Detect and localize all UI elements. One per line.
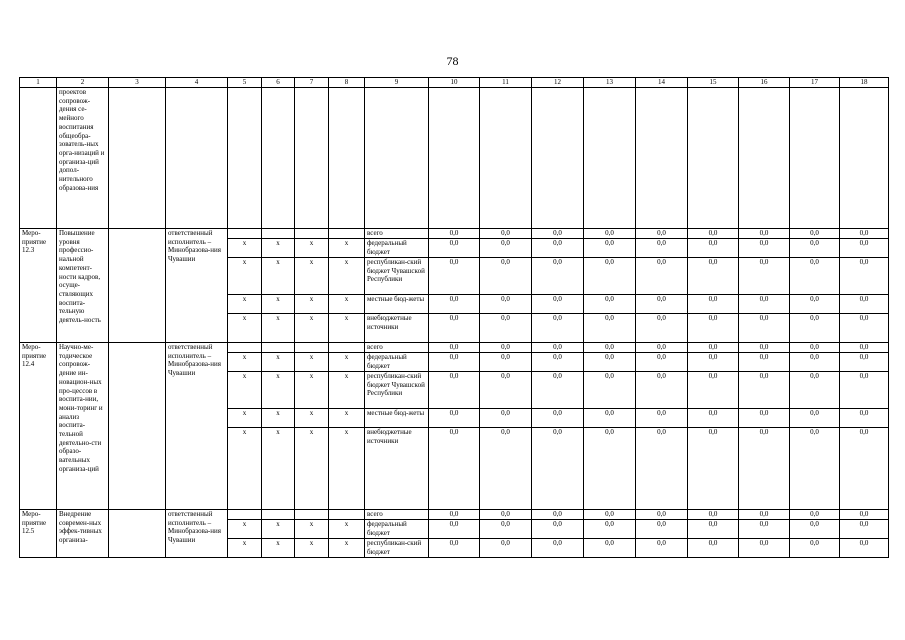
- funding-value: 0,0: [584, 428, 636, 510]
- budget-code: x: [262, 520, 295, 539]
- funding-value: 0,0: [739, 539, 790, 558]
- funding-value: 0,0: [739, 239, 790, 258]
- column-header: 9: [365, 78, 429, 88]
- cell-empty: [20, 88, 57, 229]
- funding-value: 0,0: [790, 239, 840, 258]
- funding-source: республикан-ский бюджет: [365, 539, 429, 558]
- funding-value: 0,0: [429, 539, 480, 558]
- funding-value: 0,0: [840, 520, 889, 539]
- funding-value: 0,0: [532, 258, 584, 295]
- budget-code: x: [295, 353, 329, 372]
- funding-source: республикан-ский бюджет Чувашской Республики: [365, 258, 429, 295]
- funding-value: 0,0: [688, 239, 739, 258]
- funding-source: внебюджетные источники: [365, 428, 429, 510]
- budget-code: x: [329, 239, 365, 258]
- funding-value: 0,0: [739, 314, 790, 343]
- funding-value: 0,0: [532, 353, 584, 372]
- funding-value: 0,0: [739, 428, 790, 510]
- funding-value: 0,0: [688, 295, 739, 314]
- activity-id: Меро-приятие 12.3: [20, 229, 57, 343]
- funding-value: 0,0: [739, 229, 790, 239]
- funding-value: 0,0: [480, 229, 532, 239]
- budget-code: x: [295, 295, 329, 314]
- table-row: [20, 510, 889, 520]
- funding-value: 0,0: [532, 239, 584, 258]
- budget-code: x: [262, 239, 295, 258]
- column-header: 8: [329, 78, 365, 88]
- funding-value: 0,0: [636, 229, 688, 239]
- funding-value: 0,0: [688, 510, 739, 520]
- budget-code: [228, 229, 262, 239]
- funding-value: 0,0: [840, 343, 889, 353]
- funding-value: 0,0: [429, 510, 480, 520]
- column-header: 11: [480, 78, 532, 88]
- budget-code: [329, 229, 365, 239]
- cell-empty: [532, 88, 584, 229]
- budget-code: x: [329, 372, 365, 409]
- cell-empty: [109, 88, 166, 229]
- budget-code: [228, 510, 262, 520]
- funding-value: 0,0: [636, 409, 688, 428]
- column-header: 7: [295, 78, 329, 88]
- budget-code: x: [262, 428, 295, 510]
- budget-code: x: [329, 295, 365, 314]
- budget-code: x: [262, 539, 295, 558]
- funding-value: 0,0: [480, 428, 532, 510]
- funding-value: 0,0: [636, 372, 688, 409]
- column-header: 15: [688, 78, 739, 88]
- column-header: 6: [262, 78, 295, 88]
- funding-value: 0,0: [532, 314, 584, 343]
- funding-value: 0,0: [584, 372, 636, 409]
- funding-value: 0,0: [688, 314, 739, 343]
- funding-value: 0,0: [739, 258, 790, 295]
- budget-code: x: [262, 314, 295, 343]
- continuation-row: [20, 88, 889, 229]
- funding-value: 0,0: [790, 409, 840, 428]
- funding-value: 0,0: [480, 343, 532, 353]
- funding-value: 0,0: [480, 314, 532, 343]
- cell-empty: [688, 88, 739, 229]
- budget-code: x: [329, 353, 365, 372]
- budget-code: x: [295, 258, 329, 295]
- funding-value: 0,0: [790, 539, 840, 558]
- funding-value: 0,0: [840, 539, 889, 558]
- activity-description: Внедрение современ-ных эффек-тивных организа-: [57, 510, 109, 558]
- budget-code: x: [228, 520, 262, 539]
- funding-value: 0,0: [840, 428, 889, 510]
- funding-value: 0,0: [840, 295, 889, 314]
- funding-value: 0,0: [840, 314, 889, 343]
- funding-value: 0,0: [688, 520, 739, 539]
- funding-value: 0,0: [688, 409, 739, 428]
- page-number: 78: [446, 54, 459, 68]
- budget-code: [295, 510, 329, 520]
- activity-description: Научно-ме-тодическое сопровож-дение ин-новацион-ных про-цессов в воспита-нии, мони-торинг и анализ воспита-тельной деятельно-сти образо-вательных организа-ций: [57, 343, 109, 510]
- cell-empty: [295, 88, 329, 229]
- budget-code: x: [228, 239, 262, 258]
- activity-description: проектов сопровож-дения се-мейного воспитания общеобра-зователь-ных орга-низаций и организа-ций допол-нительного образова-ния: [57, 88, 109, 229]
- funding-value: 0,0: [790, 314, 840, 343]
- funding-value: 0,0: [636, 258, 688, 295]
- funding-value: 0,0: [636, 510, 688, 520]
- budget-code: x: [295, 372, 329, 409]
- table-row: [20, 229, 889, 239]
- cell-empty: [429, 88, 480, 229]
- column-header: 10: [429, 78, 480, 88]
- funding-source: всего: [365, 510, 429, 520]
- column-header: 18: [840, 78, 889, 88]
- cell-empty: [840, 88, 889, 229]
- funding-value: 0,0: [840, 353, 889, 372]
- cell-empty: [636, 88, 688, 229]
- funding-value: 0,0: [480, 520, 532, 539]
- budget-code: [228, 343, 262, 353]
- funding-value: 0,0: [688, 539, 739, 558]
- funding-value: 0,0: [636, 239, 688, 258]
- budget-code: x: [228, 295, 262, 314]
- budget-code: x: [329, 539, 365, 558]
- funding-value: 0,0: [739, 295, 790, 314]
- funding-value: 0,0: [739, 520, 790, 539]
- budget-code: [262, 343, 295, 353]
- column-header: 4: [166, 78, 228, 88]
- funding-value: 0,0: [584, 520, 636, 539]
- funding-value: 0,0: [429, 520, 480, 539]
- funding-value: 0,0: [429, 239, 480, 258]
- funding-value: 0,0: [790, 258, 840, 295]
- funding-value: 0,0: [688, 372, 739, 409]
- funding-source: местные бюд-жеты: [365, 409, 429, 428]
- funding-value: 0,0: [840, 372, 889, 409]
- funding-value: 0,0: [429, 353, 480, 372]
- funding-source: местные бюд-жеты: [365, 295, 429, 314]
- funding-value: 0,0: [429, 229, 480, 239]
- funding-value: 0,0: [790, 428, 840, 510]
- funding-value: 0,0: [739, 409, 790, 428]
- funding-value: 0,0: [480, 510, 532, 520]
- funding-source: республикан-ский бюджет Чувашской Республики: [365, 372, 429, 409]
- funding-value: 0,0: [840, 239, 889, 258]
- budget-code: x: [295, 314, 329, 343]
- cell-empty: [790, 88, 840, 229]
- budget-code: x: [262, 258, 295, 295]
- funding-value: 0,0: [584, 409, 636, 428]
- funding-source: внебюджетные источники: [365, 314, 429, 343]
- cell-empty: [584, 88, 636, 229]
- funding-value: 0,0: [584, 239, 636, 258]
- budget-code: x: [228, 539, 262, 558]
- funding-value: 0,0: [790, 343, 840, 353]
- column-header: 12: [532, 78, 584, 88]
- funding-value: 0,0: [688, 229, 739, 239]
- cell-empty: [109, 229, 166, 343]
- budget-code: x: [295, 520, 329, 539]
- funding-value: 0,0: [840, 510, 889, 520]
- funding-value: 0,0: [584, 510, 636, 520]
- funding-value: 0,0: [688, 353, 739, 372]
- column-header: 2: [57, 78, 109, 88]
- cell-empty: [262, 88, 295, 229]
- funding-value: 0,0: [429, 258, 480, 295]
- funding-value: 0,0: [790, 520, 840, 539]
- funding-value: 0,0: [688, 343, 739, 353]
- column-header: 1: [20, 78, 57, 88]
- funding-value: 0,0: [636, 520, 688, 539]
- funding-source: федеральный бюджет: [365, 239, 429, 258]
- budget-code: x: [329, 409, 365, 428]
- budget-code: x: [295, 428, 329, 510]
- funding-value: 0,0: [584, 314, 636, 343]
- funding-value: 0,0: [429, 372, 480, 409]
- funding-source: федеральный бюджет: [365, 520, 429, 539]
- funding-source: всего: [365, 343, 429, 353]
- executor: ответственный исполнитель – Минобразова-ния Чувашии: [166, 229, 228, 343]
- budget-code: x: [262, 372, 295, 409]
- funding-value: 0,0: [739, 353, 790, 372]
- budget-code: x: [228, 258, 262, 295]
- budget-code: x: [262, 353, 295, 372]
- funding-value: 0,0: [636, 539, 688, 558]
- funding-value: 0,0: [584, 258, 636, 295]
- funding-value: 0,0: [790, 295, 840, 314]
- funding-value: 0,0: [532, 343, 584, 353]
- funding-value: 0,0: [790, 229, 840, 239]
- column-header: 3: [109, 78, 166, 88]
- column-header-row: [20, 78, 889, 88]
- funding-value: 0,0: [636, 343, 688, 353]
- executor: ответственный исполнитель – Минобразова-ния Чувашии: [166, 343, 228, 510]
- funding-value: 0,0: [584, 295, 636, 314]
- budget-code: [262, 510, 295, 520]
- funding-value: 0,0: [636, 314, 688, 343]
- funding-source: всего: [365, 229, 429, 239]
- executor: ответственный исполнитель – Минобразова-ния Чувашии: [166, 510, 228, 558]
- funding-value: 0,0: [429, 409, 480, 428]
- budget-code: x: [228, 314, 262, 343]
- funding-value: 0,0: [532, 520, 584, 539]
- funding-value: 0,0: [429, 314, 480, 343]
- funding-value: 0,0: [584, 343, 636, 353]
- funding-value: 0,0: [480, 539, 532, 558]
- funding-value: 0,0: [840, 229, 889, 239]
- activity-id: Меро-приятие 12.4: [20, 343, 57, 510]
- budget-code: [329, 343, 365, 353]
- funding-value: 0,0: [584, 539, 636, 558]
- budget-code: x: [329, 428, 365, 510]
- budget-code: [295, 343, 329, 353]
- funding-value: 0,0: [429, 428, 480, 510]
- funding-value: 0,0: [532, 372, 584, 409]
- funding-value: 0,0: [790, 353, 840, 372]
- funding-value: 0,0: [790, 372, 840, 409]
- funding-value: 0,0: [532, 510, 584, 520]
- budget-code: x: [329, 520, 365, 539]
- cell-empty: [166, 88, 228, 229]
- budget-code: [295, 229, 329, 239]
- funding-value: 0,0: [790, 510, 840, 520]
- cell-empty: [228, 88, 262, 229]
- budget-code: x: [228, 372, 262, 409]
- column-header: 14: [636, 78, 688, 88]
- funding-value: 0,0: [584, 229, 636, 239]
- table-row: [20, 343, 889, 353]
- column-header: 17: [790, 78, 840, 88]
- funding-value: 0,0: [739, 510, 790, 520]
- funding-value: 0,0: [840, 258, 889, 295]
- funding-value: 0,0: [532, 229, 584, 239]
- funding-value: 0,0: [688, 428, 739, 510]
- budget-code: x: [329, 314, 365, 343]
- funding-value: 0,0: [480, 353, 532, 372]
- funding-value: 0,0: [636, 295, 688, 314]
- activity-description: Повышение уровня профессио-нальной компетент-ности кадров, осуще-ствляющих воспита-тельную деятель-ность: [57, 229, 109, 343]
- budget-code: x: [295, 539, 329, 558]
- cell-empty: [739, 88, 790, 229]
- column-header: 13: [584, 78, 636, 88]
- funding-value: 0,0: [480, 258, 532, 295]
- funding-value: 0,0: [532, 409, 584, 428]
- funding-value: 0,0: [532, 428, 584, 510]
- funding-source: федеральный бюджет: [365, 353, 429, 372]
- funding-value: 0,0: [480, 295, 532, 314]
- budget-code: x: [228, 409, 262, 428]
- budget-code: x: [262, 409, 295, 428]
- funding-value: 0,0: [480, 409, 532, 428]
- budget-code: [329, 510, 365, 520]
- budget-code: x: [228, 428, 262, 510]
- activity-id: Меро-приятие 12.5: [20, 510, 57, 558]
- cell-empty: [480, 88, 532, 229]
- funding-value: 0,0: [480, 239, 532, 258]
- funding-value: 0,0: [688, 258, 739, 295]
- funding-value: 0,0: [739, 343, 790, 353]
- funding-value: 0,0: [840, 409, 889, 428]
- budget-code: [262, 229, 295, 239]
- column-header: 5: [228, 78, 262, 88]
- funding-value: 0,0: [532, 539, 584, 558]
- funding-value: 0,0: [636, 428, 688, 510]
- cell-empty: [109, 510, 166, 558]
- funding-value: 0,0: [739, 372, 790, 409]
- column-header: 16: [739, 78, 790, 88]
- cell-empty: [365, 88, 429, 229]
- funding-value: 0,0: [532, 295, 584, 314]
- budget-table: [19, 77, 889, 558]
- budget-code: x: [228, 353, 262, 372]
- cell-empty: [329, 88, 365, 229]
- funding-value: 0,0: [584, 353, 636, 372]
- funding-value: 0,0: [429, 295, 480, 314]
- budget-code: x: [295, 239, 329, 258]
- funding-value: 0,0: [636, 353, 688, 372]
- cell-empty: [109, 343, 166, 510]
- funding-value: 0,0: [429, 343, 480, 353]
- funding-value: 0,0: [480, 372, 532, 409]
- budget-code: x: [262, 295, 295, 314]
- budget-code: x: [295, 409, 329, 428]
- budget-code: x: [329, 258, 365, 295]
